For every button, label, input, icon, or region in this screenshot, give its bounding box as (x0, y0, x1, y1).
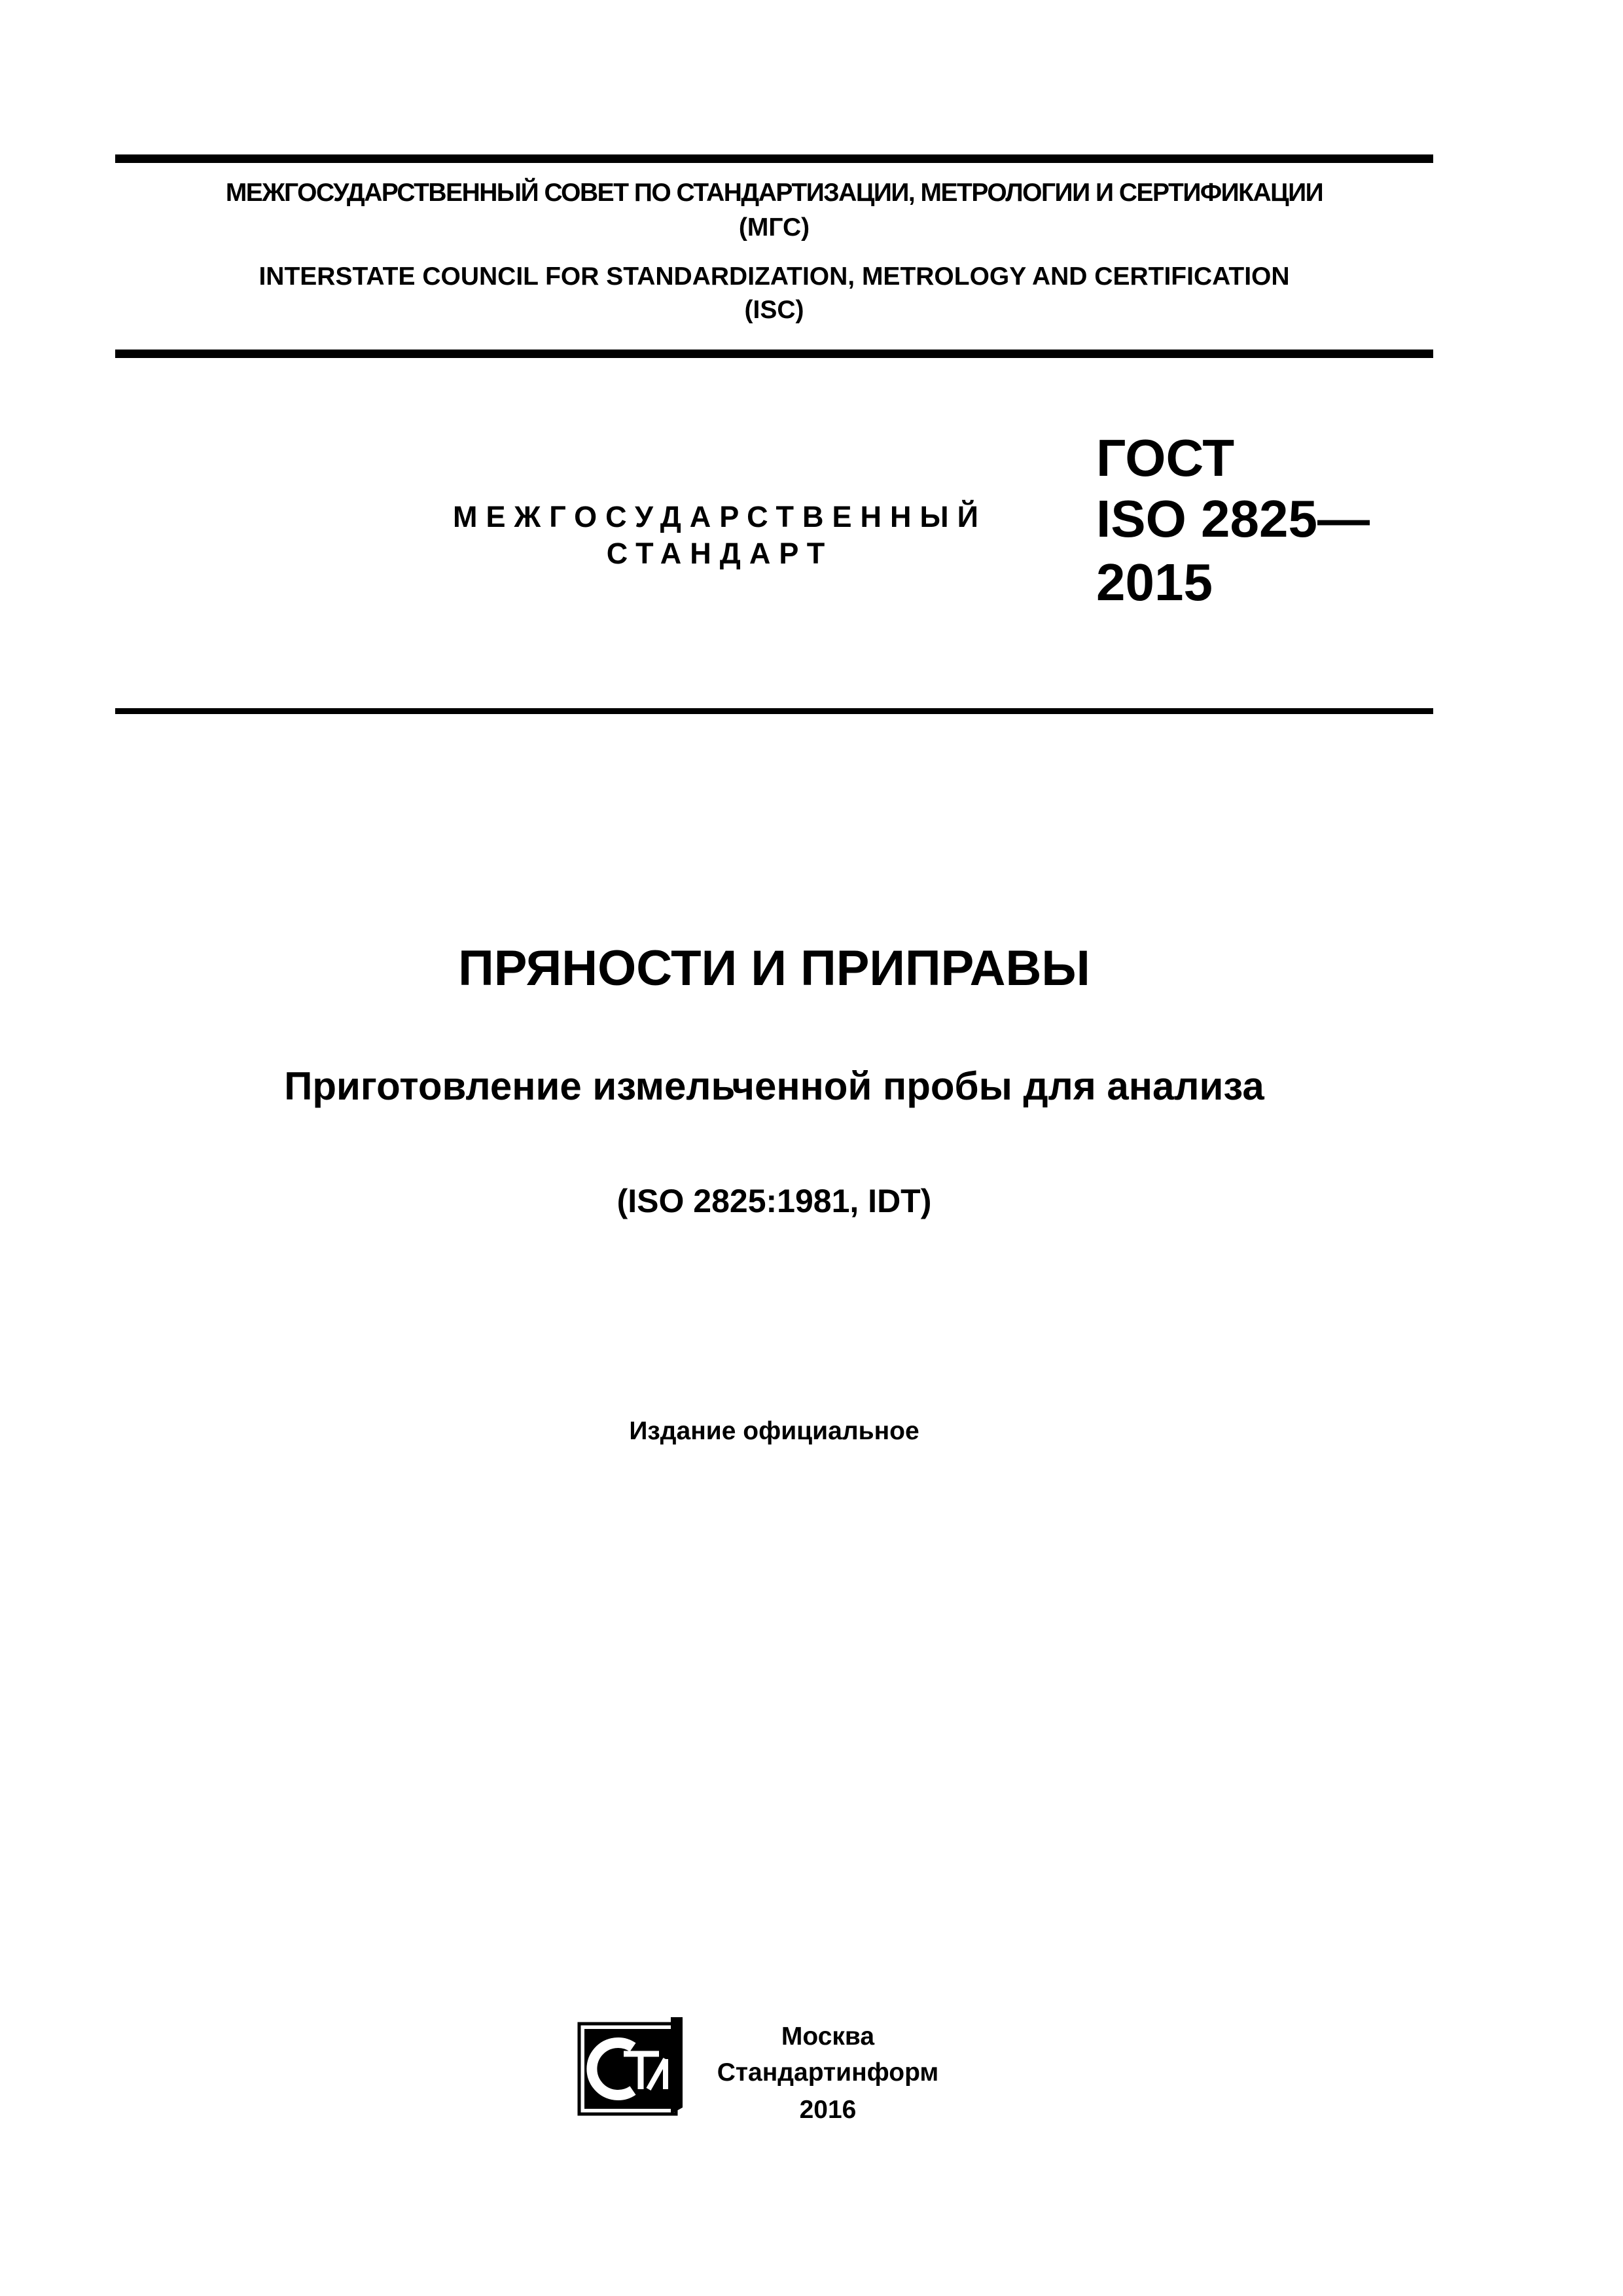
council-name-ru: МЕЖГОСУДАРСТВЕННЫЙ СОВЕТ ПО СТАНДАРТИЗАЦИИ, МЕТРОЛОГИИ И СЕРТИФИКАЦИИ (225, 179, 1323, 207)
header-rule (115, 350, 1433, 358)
gost-year: 2015 (1096, 553, 1213, 611)
top-rule (115, 154, 1433, 163)
gost-label: ГОСТ (1096, 429, 1235, 487)
gost-number: ISO 2825— (1096, 490, 1370, 548)
council-abbr-en: (ISC) (744, 296, 804, 324)
council-abbr-ru: (МГС) (738, 213, 810, 242)
council-name-en: INTERSTATE COUNCIL FOR STANDARDIZATION, METROLOGY AND CERTIFICATION (259, 262, 1290, 291)
standartinform-logo-icon (573, 2016, 684, 2121)
publisher-city: Москва (781, 2022, 875, 2051)
edition-note: Издание официальное (629, 1417, 919, 1445)
designation-rule (115, 708, 1433, 714)
iso-reference: (ISO 2825:1981, IDT) (616, 1183, 932, 1219)
standard-type-line2: СТАНДАРТ (606, 537, 834, 570)
document-subtitle: Приготовление измельченной пробы для анализа (284, 1064, 1264, 1108)
document-title: ПРЯНОСТИ И ПРИПРАВЫ (458, 941, 1090, 996)
publisher-name: Стандартинформ (717, 2058, 939, 2087)
publisher-year: 2016 (799, 2096, 857, 2124)
standard-type-line1: МЕЖГОСУДАРСТВЕННЫЙ (453, 500, 987, 533)
